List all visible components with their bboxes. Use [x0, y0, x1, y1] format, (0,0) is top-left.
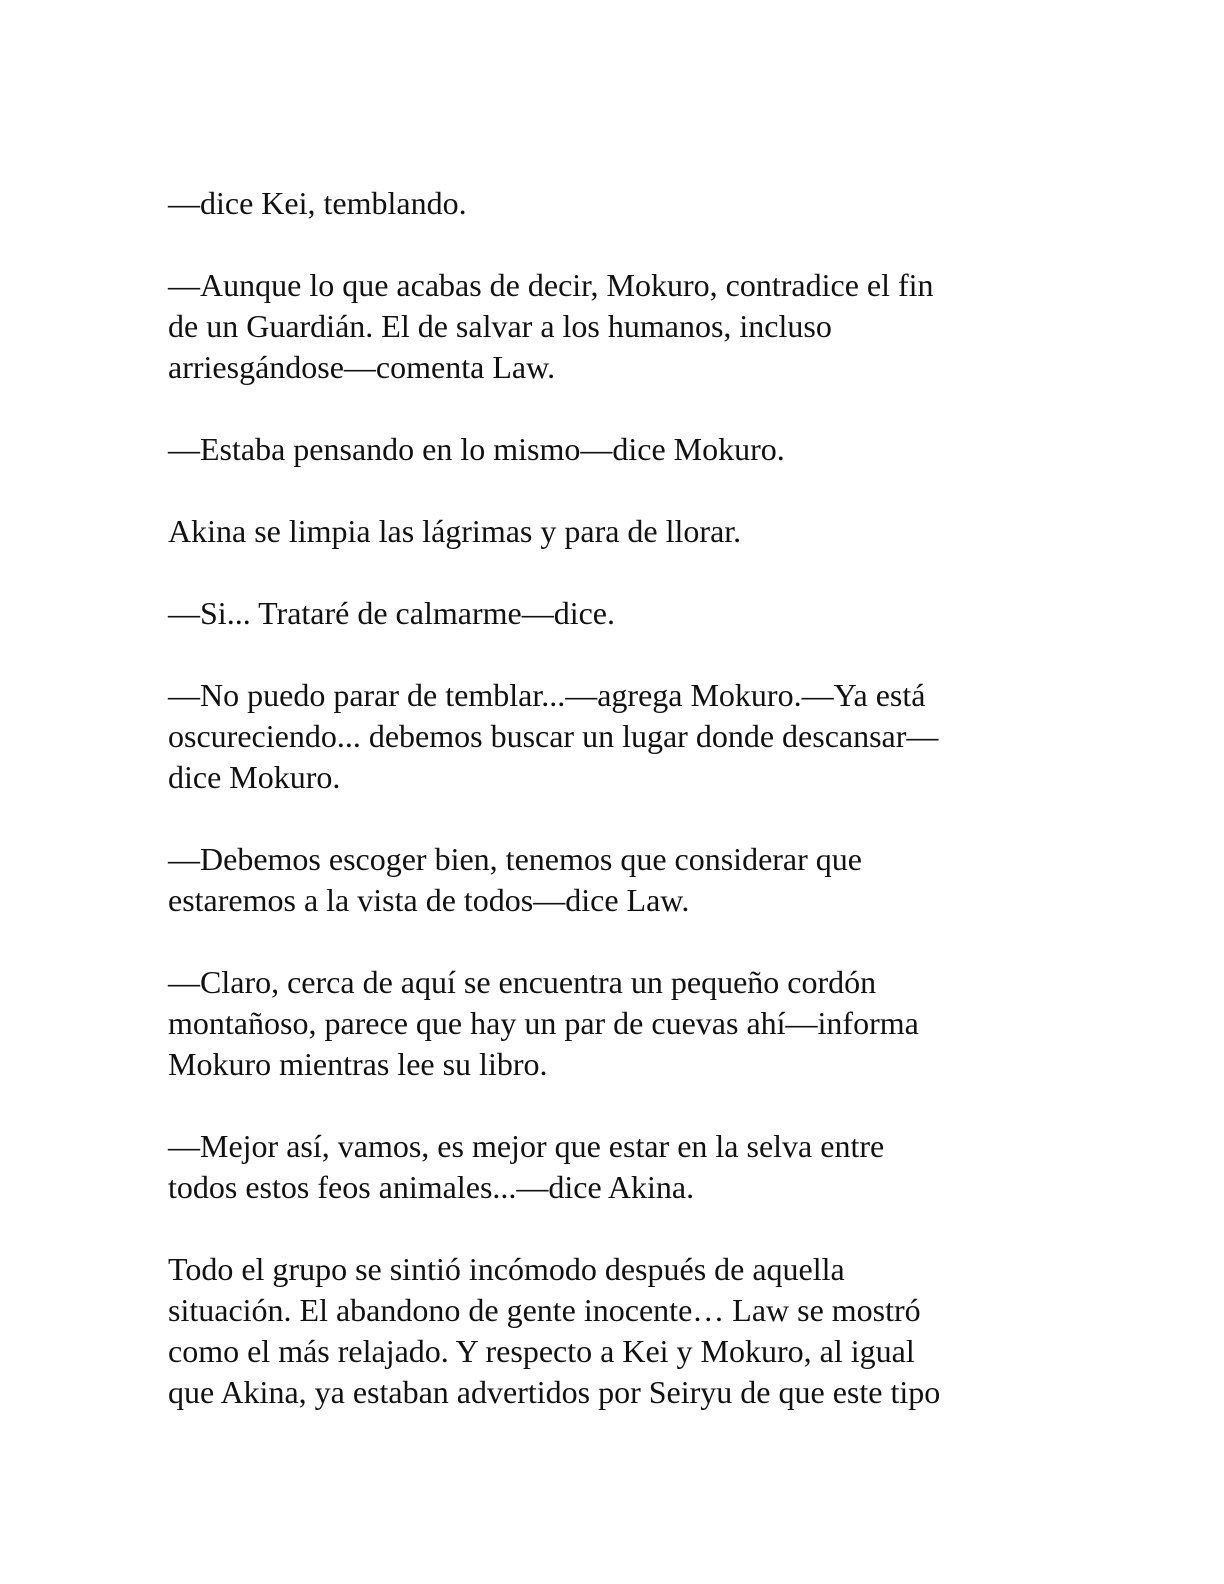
text-line: oscureciendo... debemos buscar un lugar donde descansar—	[168, 718, 939, 754]
text-line: montañoso, parece que hay un par de cuevas ahí—informa	[168, 1005, 919, 1041]
text-line: arriesgándose—comenta Law.	[168, 349, 556, 385]
paragraph-9	[168, 1126, 1048, 1208]
text-line: Todo el grupo se sintió incómodo después de aquella	[168, 1251, 845, 1287]
text-line: —Estaba pensando en lo mismo—dice Mokuro.	[168, 431, 785, 467]
text-line: —Aunque lo que acabas de decir, Mokuro, contradice el fin	[168, 267, 934, 303]
text-line: —Mejor así, vamos, es mejor que estar en la selva entre	[168, 1128, 885, 1164]
text-line: que Akina, ya estaban advertidos por Seiryu de que este tipo	[168, 1374, 941, 1410]
text-line: —Debemos escoger bien, tenemos que considerar que	[168, 841, 862, 877]
text-line: —Si... Trataré de calmarme—dice.	[168, 595, 615, 631]
text-line: de un Guardián. El de salvar a los humanos, incluso	[168, 308, 832, 344]
text-line: Akina se limpia las lágrimas y para de llorar.	[168, 513, 742, 549]
body-text	[168, 183, 1048, 1454]
text-line: Mokuro mientras lee su libro.	[168, 1046, 548, 1082]
paragraph-8	[168, 962, 1048, 1085]
text-line: —dice Kei, temblando.	[168, 185, 467, 221]
paragraph-3	[168, 429, 1048, 470]
text-line: —No puedo parar de temblar...—agrega Mokuro.—Ya está	[168, 677, 926, 713]
paragraph-7	[168, 839, 1048, 921]
paragraph-1	[168, 183, 1048, 224]
text-line: —Claro, cerca de aquí se encuentra un pequeño cordón	[168, 964, 877, 1000]
paragraph-10	[168, 1249, 1048, 1413]
paragraph-6	[168, 675, 1048, 798]
text-line: situación. El abandono de gente inocente… Law se mostró	[168, 1292, 921, 1328]
text-line: todos estos feos animales...—dice Akina.	[168, 1169, 695, 1205]
paragraph-4	[168, 511, 1048, 552]
paragraph-5	[168, 593, 1048, 634]
text-line: dice Mokuro.	[168, 759, 341, 795]
text-line: como el más relajado. Y respecto a Kei y Mokuro, al igual	[168, 1333, 915, 1369]
paragraph-2	[168, 265, 1048, 388]
text-line: estaremos a la vista de todos—dice Law.	[168, 882, 690, 918]
